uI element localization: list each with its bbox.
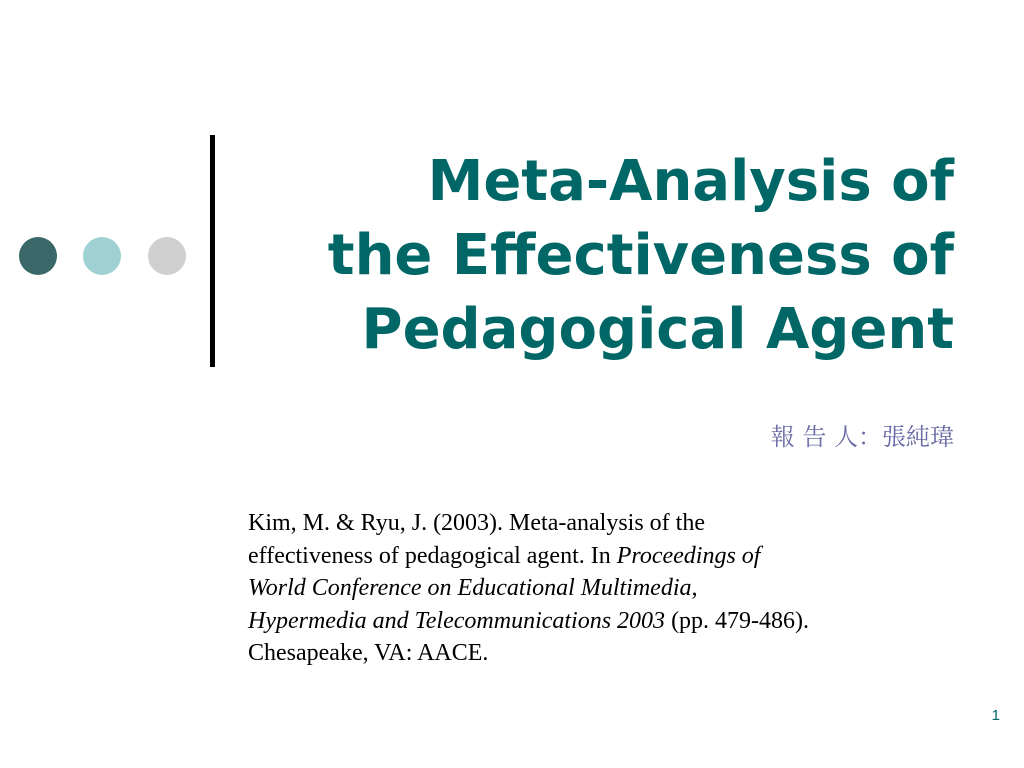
citation-conference-cont: Hypermedia and Telecommunications 2003 [248,607,666,634]
decorative-dot-gray [148,237,186,275]
citation-text: effectiveness of pedagogical agent. In [248,542,617,569]
citation-line-3 [248,572,968,605]
citation-line-1: Kim, M. & Ryu, J. (2003). Meta-analysis of the [248,510,705,536]
reporter-label: 報 告 人：張純瑋 [770,423,954,451]
citation-proceedings: Proceedings of [616,542,761,569]
decorative-dot-dark [19,237,57,275]
citation-line-2 [248,540,968,573]
citation-pages: (pp. 479-486). [665,607,810,634]
citation-conference: World Conference on Educational Multimedia, [248,575,698,601]
page-number: 1 [991,707,1000,724]
decorative-dot-light [83,237,121,275]
slide-title [214,145,954,367]
title-line-1: Meta-Analysis of [427,149,954,214]
title-line-3: Pedagogical Agent [361,297,954,362]
citation [248,507,968,670]
citation-line-4 [248,605,968,638]
citation-line-5: Chesapeake, VA: AACE. [248,640,489,666]
title-line-2: the Effectiveness of [327,223,954,288]
